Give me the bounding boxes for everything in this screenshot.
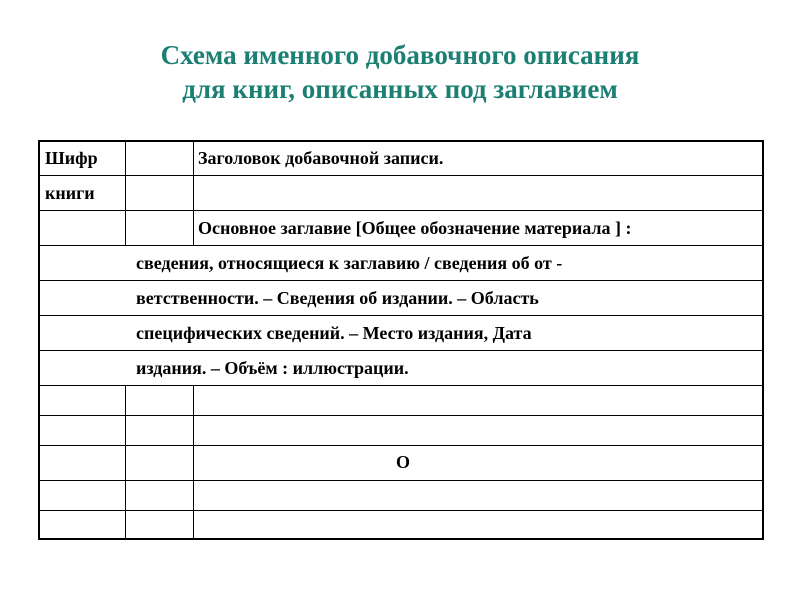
card-rule bbox=[38, 210, 762, 211]
title-line-1: Схема именного добавочного описания bbox=[160, 40, 640, 70]
card-rule bbox=[38, 350, 762, 351]
body-line-3: ветственности. – Сведения об издании. – Область bbox=[136, 288, 539, 308]
card-marker: О bbox=[396, 452, 411, 472]
card-rule bbox=[38, 445, 762, 446]
card-rule bbox=[38, 385, 762, 386]
card-rule bbox=[38, 480, 762, 481]
shifr-label: Шифр bbox=[45, 148, 98, 168]
added-entry-heading: Заголовок добавочной записи. bbox=[198, 148, 444, 168]
card-rule bbox=[38, 280, 762, 281]
body-line-5: издания. – Объём : иллюстрации. bbox=[136, 358, 409, 378]
body-line-2: сведения, относящиеся к заглавию / сведения об от - bbox=[136, 253, 563, 273]
card-rule bbox=[38, 315, 762, 316]
page-title bbox=[0, 38, 800, 106]
body-line-1: Основное заглавие [Общее обозначение материала ] : bbox=[198, 218, 632, 238]
card-rule bbox=[38, 245, 762, 246]
knigi-label: книги bbox=[45, 183, 95, 203]
card-rule bbox=[38, 175, 762, 176]
title-line-2: для книг, описанных под заглавием bbox=[182, 74, 618, 104]
catalog-card-scheme bbox=[38, 140, 762, 538]
card-rule bbox=[38, 510, 762, 511]
card-rule bbox=[38, 415, 762, 416]
body-line-4: специфических сведений. – Место издания, Дата bbox=[136, 323, 532, 343]
card-column-rule bbox=[125, 140, 126, 245]
card-column-rule bbox=[193, 385, 194, 538]
card-column-rule bbox=[193, 140, 194, 245]
card-column-rule bbox=[125, 385, 126, 538]
